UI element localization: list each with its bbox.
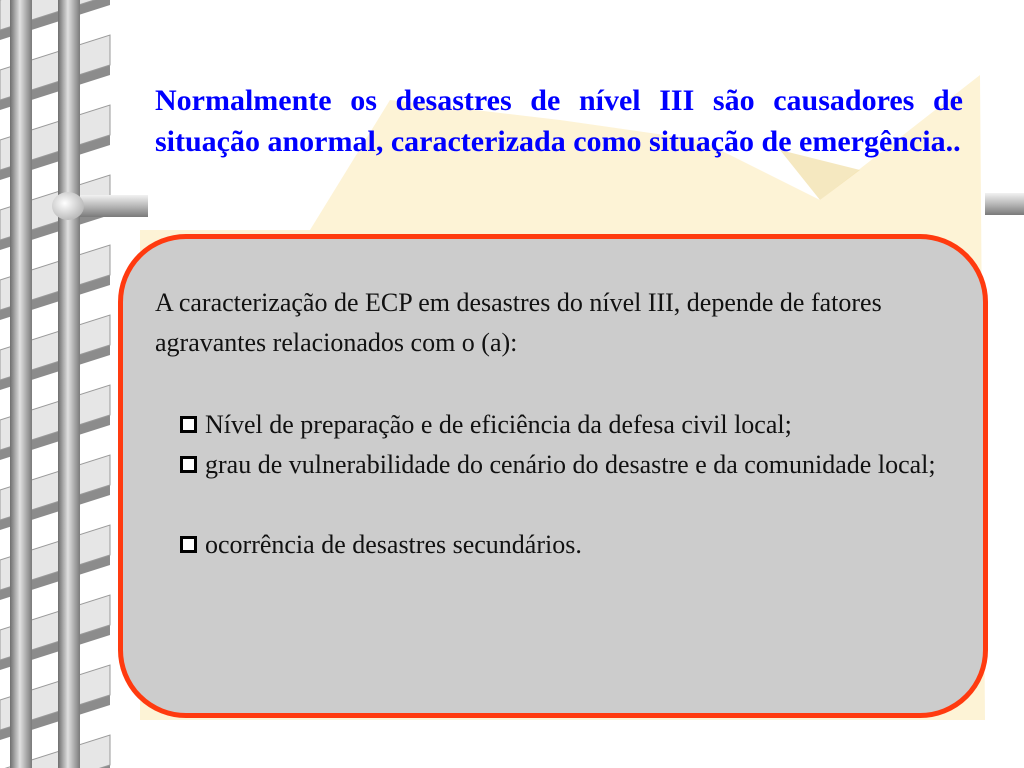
- bullet-text: grau de vulnerabilidade do cenário do desastre e da comunidade local;: [205, 450, 936, 479]
- bullet-list: [180, 405, 970, 565]
- bullet-item: [180, 445, 970, 485]
- slide-title: Normalmente os desastres de nível III são causadores de situação anormal, caracterizada como situação de emergência..: [155, 84, 963, 158]
- bullet-item: [180, 525, 970, 565]
- rod-knob: [52, 192, 84, 220]
- square-bullet-icon: [180, 456, 197, 473]
- bullet-text: Nível de preparação e de eficiência da defesa civil local;: [205, 410, 792, 439]
- square-bullet-icon: [180, 416, 197, 433]
- square-bullet-icon: [180, 536, 197, 553]
- bullet-text: ocorrência de desastres secundários.: [205, 530, 582, 559]
- intro-text: A caracterização de ECP em desastres do nível III, depende de fatores agravantes relacionados com o (a):: [155, 288, 882, 357]
- right-horizontal-rod: [985, 193, 1024, 215]
- bullet-item: [180, 405, 970, 445]
